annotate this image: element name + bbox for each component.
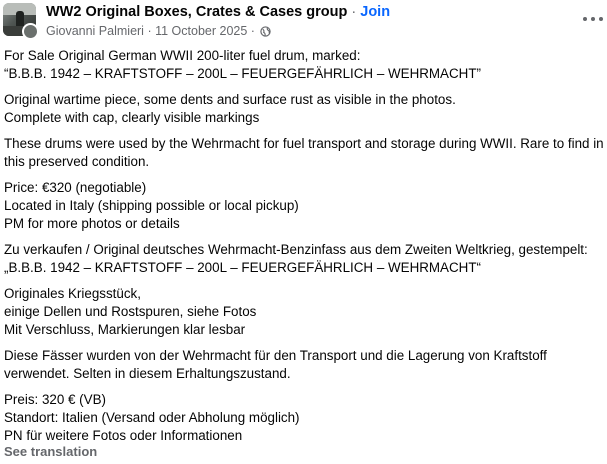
post-paragraph [4, 179, 604, 233]
post-meta [46, 24, 271, 38]
post-line: PM for more photos or details [4, 216, 180, 231]
post-line: Preis: 320 € (VB) [4, 392, 106, 407]
group-title-line [46, 4, 390, 20]
post-line: Originales Kriegsstück, [4, 286, 141, 301]
post-line: For Sale Original German WWII 200-liter fuel drum, marked: [4, 48, 361, 63]
post-line: this preserved condition. [4, 154, 150, 169]
author-name-link[interactable]: Giovanni Palmieri [46, 24, 144, 38]
group-name-link[interactable]: WW2 Original Boxes, Crates & Cases group [46, 4, 348, 20]
post-paragraph [4, 135, 604, 171]
more-dot [583, 17, 587, 21]
meta-separator-2: · [250, 24, 255, 38]
see-translation-link[interactable]: See translation [4, 444, 98, 459]
post-date-link[interactable]: 11 October 2025 [155, 24, 248, 38]
author-avatar[interactable] [22, 23, 39, 40]
post-line: PN für weitere Fotos oder Informationen [4, 428, 243, 443]
more-dot [591, 17, 595, 21]
post-paragraph [4, 347, 604, 383]
meta-separator: · [147, 24, 152, 38]
join-button[interactable]: Join [360, 4, 391, 20]
post-line: These drums were used by the Wehrmacht for fuel transport and storage during WWII. Rare to find in [4, 136, 604, 151]
more-dot [599, 17, 603, 21]
post-line: Located in Italy (shipping possible or local pickup) [4, 198, 299, 213]
post-line: Standort: Italien (Versand oder Abholung möglich) [4, 410, 300, 425]
globe-icon [260, 26, 271, 37]
title-separator: · [351, 4, 357, 20]
post-line: „B.B.B. 1942 – KRAFTSTOFF – 200L – FEUERGEFÄHRLICH – WEHRMACHT“ [4, 260, 481, 275]
post-line: Price: €320 (negotiable) [4, 180, 147, 195]
post-paragraph [4, 47, 604, 83]
post-line: einige Dellen und Rostspuren, siehe Fotos [4, 304, 257, 319]
post-line: Original wartime piece, some dents and surface rust as visible in the photos. [4, 92, 456, 107]
post-line: Zu verkaufen / Original deutsches Wehrmacht-Benzinfass aus dem Zweiten Weltkrieg, gestempelt: [4, 242, 588, 257]
post-body [4, 47, 604, 453]
post-header [0, 0, 607, 40]
post-paragraph [4, 285, 604, 339]
post-paragraph [4, 241, 604, 277]
post-paragraph [4, 391, 604, 445]
post-paragraph [4, 91, 604, 127]
post-line: Diese Fässer wurden von der Wehrmacht für den Transport und die Lagerung von Kraftstoff [4, 348, 547, 363]
more-options-icon[interactable] [582, 12, 604, 26]
post-line: “B.B.B. 1942 – KRAFTSTOFF – 200L – FEUERGEFÄHRLICH – WEHRMACHT” [4, 66, 481, 81]
post-line: verwendet. Selten in diesem Erhaltungszustand. [4, 366, 291, 381]
post-line: Mit Verschluss, Markierungen klar lesbar [4, 322, 246, 337]
post-line: Complete with cap, clearly visible markings [4, 110, 260, 125]
